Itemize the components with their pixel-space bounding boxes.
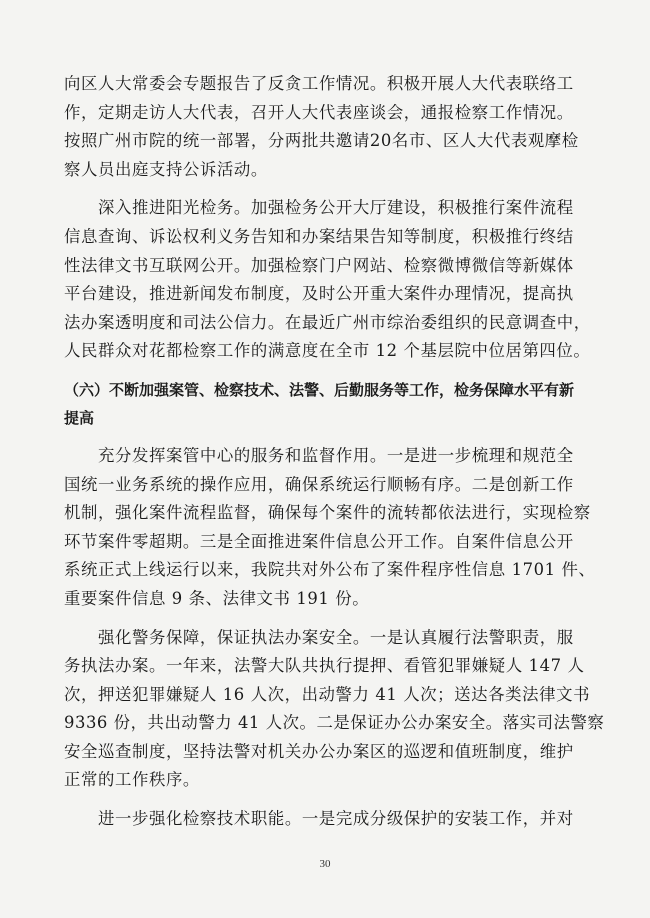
text-line: 务执法办案。一年来，法警大队共执行提押、看管犯罪嫌疑人 147 人	[64, 656, 585, 676]
text-line: 信息查询、诉讼权利义务告知和办案结果告知等制度，积极推行终结	[64, 226, 574, 246]
text-line: 强化警务保障，保证执法办案安全。一是认真履行法警职责，服	[64, 627, 574, 647]
text-line: 安全巡查制度，坚持法警对机关办公办案区的巡逻和值班制度，维护	[64, 741, 574, 761]
text-line: 国统一业务系统的操作应用，确保系统运行顺畅有序。二是创新工作	[64, 474, 574, 494]
paragraph	[64, 442, 604, 614]
text-line: （六）不断加强案管、检察技术、法警、后勤服务等工作，检务保障水平有新	[64, 380, 575, 399]
paragraph	[64, 70, 604, 184]
text-line: 察人员出庭支持公诉活动。	[64, 159, 268, 179]
text-line: 法办案透明度和司法公信力。在最近广州市综治委组织的民意调查中，	[64, 312, 591, 332]
text-line: 9336 份，共出动警力 41 人次。二是保证办公办案安全。落实司法警察	[64, 713, 605, 733]
text-line: 深入推进阳光检务。加强检务公开大厅建设，积极推行案件流程	[64, 198, 574, 218]
text-line: 按照广州市院的统一部署，分两批共邀请20名市、区人大代表观摩检	[64, 131, 579, 151]
text-line: 人民群众对花都检察工作的满意度在全市 12 个基层院中位居第四位。	[64, 341, 591, 361]
text-line: 平台建设，推进新闻发布制度，及时公开重大案件办理情况，提高执	[64, 284, 574, 304]
text-line: 环节案件零超期。三是全面推进案件信息公开工作。自案件信息公开	[64, 531, 574, 551]
text-line: 系统正式上线运行以来，我院共对外公布了案件程序性信息 1701 件、	[64, 560, 596, 580]
page-number: 30	[319, 858, 331, 870]
paragraph	[64, 194, 604, 366]
text-line: 充分发挥案管中心的服务和监督作用。一是进一步梳理和规范全	[64, 445, 574, 465]
paragraph	[64, 805, 604, 834]
paragraph	[64, 624, 604, 796]
document-body	[64, 70, 604, 844]
text-line: 机制，强化案件流程监督，确保每个案件的流转都依法进行，实现检察	[64, 503, 591, 523]
text-line: 进一步强化检察技术职能。一是完成分级保护的安装工作，并对	[64, 809, 574, 829]
text-line: 性法律文书互联网公开。加强检察门户网站、检察微博微信等新媒体	[64, 255, 574, 275]
text-line: 向区人大常委会专题报告了反贪工作情况。积极开展人大代表联络工	[64, 74, 574, 93]
text-line: 重要案件信息 9 条、法律文书 191 份。	[64, 588, 370, 608]
text-line: 次，押送犯罪嫌疑人 16 人次，出动警力 41 人次；送达各类法律文书	[64, 684, 591, 704]
text-line: 作，定期走访人大代表，召开人大代表座谈会，通报检察工作情况。	[64, 102, 574, 122]
text-line: 正常的工作秩序。	[64, 770, 200, 790]
section-heading	[64, 376, 604, 432]
text-line: 提高	[64, 408, 95, 427]
